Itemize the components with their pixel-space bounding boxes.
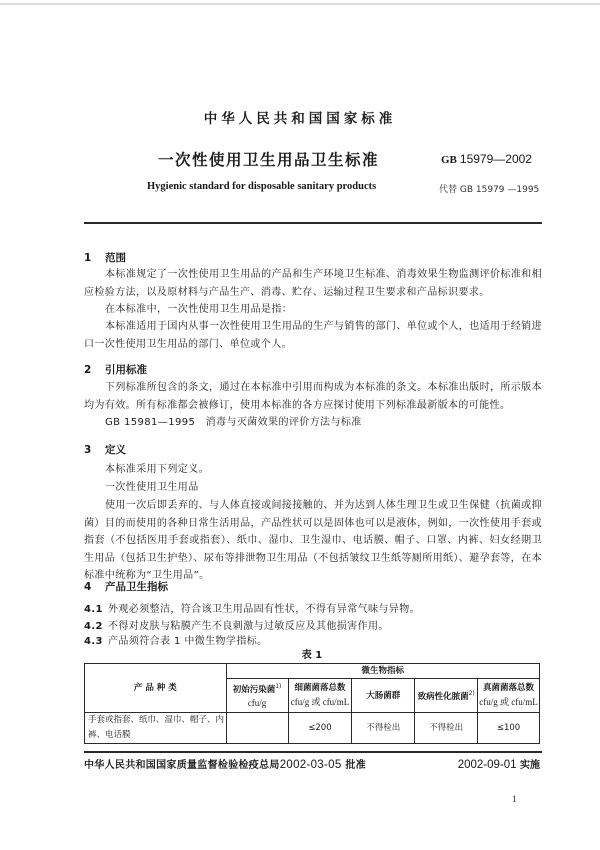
column-header-total-bacterial-count: 细菌菌落总数 cfu/g 或 cfu/mL: [288, 679, 352, 713]
paragraph: 本标准采用下列定义。: [105, 464, 209, 475]
clause-4-1: 4.1 外观必须整洁，符合该卫生用品固有性状，不得有异常气味与异物。: [84, 604, 420, 615]
paragraph: 本标准适用于国内从事一次性使用卫生用品的生产与销售的部门、单位或个人，也适用于经销进口一次性使用卫生用品的部门、单位或个人。: [84, 321, 542, 350]
standard-prefix: GB: [441, 154, 457, 166]
column-header-initial-contamination: 初始污染菌$^{1)}$ cfu/g: [226, 679, 288, 713]
document-title-en: Hygienic standard for disposable sanitary products: [147, 181, 377, 192]
section-heading-references: 2 引用标准: [84, 364, 147, 376]
paragraph: 在本标准中，一次性使用卫生用品是指：: [105, 304, 293, 315]
paragraph: 本标准规定了一次性使用卫生用品的产品和生产环境卫生标准、消毒效果生物监测评价标准和相应检验方法，以及原材料与产品生产、消毒、贮存、运输过程卫生要求和产品标识要求。: [84, 269, 542, 298]
value-cell: 不得检出: [352, 713, 415, 744]
section-heading-definitions: 3 定义: [84, 444, 126, 456]
page-number: 1: [512, 794, 517, 804]
document-title-cn: 一次性使用卫生用品卫生标准: [158, 151, 380, 169]
clause-4-3: 4.3 产品须符合表 1 中微生物学指标。: [84, 636, 268, 647]
column-header-coliforms: 大肠菌群: [352, 679, 415, 713]
value-cell: ≤100: [478, 713, 540, 744]
column-header-total-fungal-count: 真菌菌落总数 cfu/g 或 cfu/mL: [478, 679, 540, 713]
microbial-indicators-table: [84, 663, 540, 744]
table-caption: 表 1: [301, 650, 323, 661]
paragraph: 下列标准所包含的条文，通过在本标准中引用而构成为本标准的条文。本标准出版时，所示版本均为有效。所有标准都会被修订，使用本标准的各方应探讨使用下列标准最新版本的可能性。: [84, 382, 542, 411]
effective-date: 2002-09-01: [457, 759, 517, 771]
effective-line: 2002-09-01 实施: [457, 759, 540, 771]
national-standard-heading: 中华人民共和国国家标准: [203, 111, 397, 127]
footer-divider: [84, 751, 542, 753]
section-heading-hygiene-indicators: 4 产品卫生指标: [84, 581, 168, 593]
page-top-edge: [0, 3, 600, 5]
paragraph: 使用一次后即丢弃的、与人体直接或间接接触的、并为达到人体生理卫生或卫生保健（抗菌或抑菌）目的而使用的各种日常生活用品，产品性状可以是固体也可以是液体，例如，一次性使用手套或指套（不包括医用手套或指套）、纸巾、湿巾、卫生湿巾、电话膜、帽子、口罩、内裤、妇女经期卫生用品（包括卫生护垫）、尿布等排泄物卫生用品（不包括皱纹卫生纸等厕所用纸）、避孕套等，在本标准中统称为“卫生用品”。: [84, 500, 542, 581]
value-cell: [226, 713, 288, 744]
value-cell: 不得检出: [415, 713, 478, 744]
column-header-pathogenic-pyogenic-bacteria: 致病性化脓菌$^{2)}$: [415, 679, 478, 713]
clause-4-2: 4.2 不得对皮肤与粘膜产生不良刺激与过敏反应及其他损害作用。: [84, 621, 389, 632]
value-cell: ≤200: [288, 713, 352, 744]
microbial-group-header: 微生物指标: [226, 664, 539, 679]
reference-entry: GB 15981—1995 消毒与灭菌效果的评价方法与标准: [105, 417, 362, 428]
standard-number-value: 15979—2002: [459, 152, 532, 166]
approval-line: 中华人民共和国国家质量监督检验检疫总局2002-03-05 批准: [84, 759, 366, 771]
approval-date: 2002-03-05: [279, 759, 342, 771]
table-row: [85, 713, 540, 744]
product-cell: 手套或指套、纸巾、湿巾、帽子、内裤、电话膜: [85, 713, 227, 744]
product-type-header: 产 品 种 类: [85, 664, 227, 713]
section-heading-scope: 1 范围: [84, 252, 126, 264]
term-heading: 一次性使用卫生用品: [105, 482, 199, 493]
header-divider: [84, 222, 542, 224]
replaces-standard: 代替 GB 15979 —1995: [439, 185, 540, 195]
standard-number: [441, 152, 532, 166]
